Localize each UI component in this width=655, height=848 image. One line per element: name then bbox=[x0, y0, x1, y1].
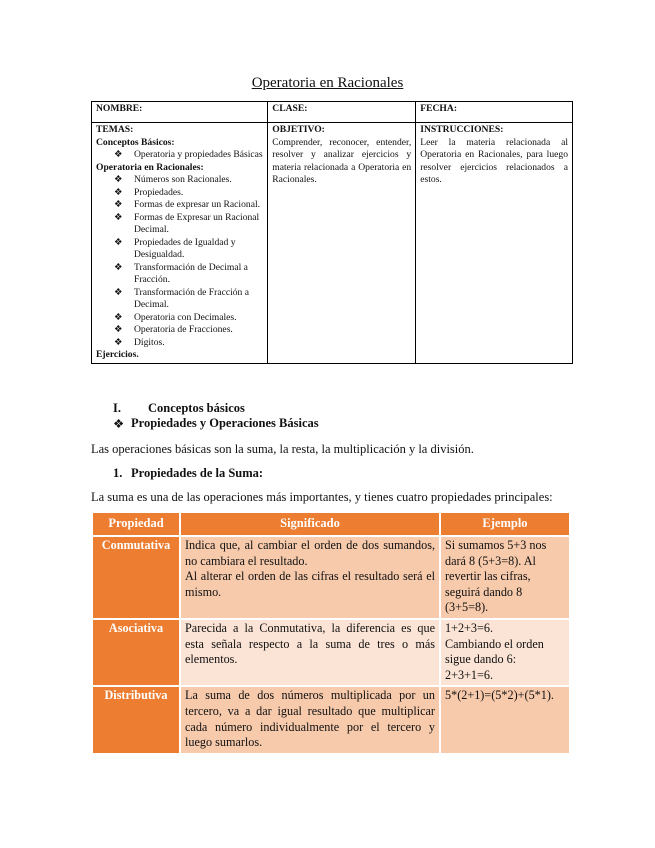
diamond-bullet-icon: ❖ bbox=[114, 211, 123, 223]
intro-paragraph: Las operaciones básicas son la suma, la resta, la multiplicación y la división. bbox=[91, 442, 474, 456]
property-example: 5*(2+1)=(5*2)+(5*1). bbox=[441, 687, 569, 752]
suma-heading: Propiedades de la Suma: bbox=[131, 466, 264, 480]
diamond-bullet-icon: ❖ bbox=[114, 324, 123, 335]
diamond-bullet-icon: ❖ bbox=[114, 311, 123, 323]
instrucciones-heading: INSTRUCCIONES: bbox=[420, 124, 504, 135]
diamond-bullet-icon: ❖ bbox=[114, 286, 123, 298]
temas-heading: TEMAS: bbox=[96, 124, 134, 135]
table-row bbox=[93, 620, 569, 685]
header-significado: Significado bbox=[181, 513, 439, 535]
diamond-bullet-icon: ❖ bbox=[114, 236, 123, 248]
property-meaning: Parecida a la Conmutativa, la diferencia es que esta señala respecto a la suma de tres o más elementos. bbox=[181, 620, 439, 685]
fecha-cell: FECHA: bbox=[416, 102, 573, 123]
conceptos-basicos-heading: Conceptos Básicos: bbox=[96, 136, 175, 148]
diamond-bullet-icon: ❖ bbox=[113, 417, 125, 431]
info-table bbox=[91, 101, 573, 364]
list-item: ❖ Operatoria con Decimales. bbox=[114, 311, 237, 323]
property-name: Conmutativa bbox=[93, 537, 179, 618]
diamond-bullet-icon: ❖ bbox=[114, 174, 123, 185]
list-item: ❖ Formas de Expresar un Racional Decimal. bbox=[114, 211, 260, 235]
list-item: ❖ Dígitos. bbox=[114, 336, 165, 348]
property-meaning: La suma de dos números multiplicada por un tercero, va a dar igual resultado que multiplicar cada número individualmente por el tercero y luego sumarlos. bbox=[181, 687, 439, 752]
table-row bbox=[93, 687, 569, 752]
property-name: Asociativa bbox=[93, 620, 179, 685]
ejercicios-heading: Ejercicios. bbox=[96, 349, 139, 360]
property-example: Si sumamos 5+3 nos dará 8 (5+3=8). Al revertir las cifras, seguirá dando 8 (3+5=8). bbox=[441, 537, 569, 618]
list-item: ❖ Operatoria de Fracciones. bbox=[114, 324, 233, 335]
temas-cell bbox=[92, 123, 268, 364]
property-example: 1+2+3=6. Cambiando el orden sigue dando 6: 2+3+1=6. bbox=[441, 620, 569, 685]
list-item: ❖ Transformación de Fracción a Decimal. bbox=[114, 286, 250, 310]
suma-heading-number: 1. bbox=[113, 466, 123, 480]
list-item: ❖ Propiedades. bbox=[114, 186, 184, 198]
list-item: ❖ Formas de expresar un Racional. bbox=[114, 199, 261, 210]
nombre-cell: NOMBRE: bbox=[92, 102, 268, 123]
page-title: Operatoria en Racionales bbox=[251, 75, 404, 91]
instrucciones-cell bbox=[416, 123, 573, 364]
section-title: Conceptos básicos bbox=[148, 401, 245, 415]
diamond-bullet-icon: ❖ bbox=[114, 149, 123, 160]
objetivo-cell bbox=[268, 123, 416, 364]
properties-table bbox=[91, 511, 571, 755]
header-ejemplo: Ejemplo bbox=[441, 513, 569, 535]
operatoria-heading: Operatoria en Racionales: bbox=[96, 161, 204, 173]
suma-intro-paragraph: La suma es una de las operaciones más importantes, y tienes cuatro propiedades principales: bbox=[91, 490, 553, 504]
diamond-bullet-icon: ❖ bbox=[114, 336, 123, 348]
diamond-bullet-icon: ❖ bbox=[114, 186, 123, 198]
property-meaning: Indica que, al cambiar el orden de dos sumandos, no cambiara el resultado. Al alterar el orden de las cifras el resultado será el mismo. bbox=[181, 537, 439, 618]
subsection-title: Propiedades y Operaciones Básicas bbox=[131, 416, 319, 430]
property-name: Distributiva bbox=[93, 687, 179, 752]
header-propiedad: Propiedad bbox=[93, 513, 179, 535]
list-item: ❖ Propiedades de Igualdad y Desigualdad. bbox=[114, 236, 236, 260]
diamond-bullet-icon: ❖ bbox=[114, 261, 123, 273]
objetivo-text: Comprender, reconocer, entender, resolver y analizar ejercicios y materia relacionada a Operatoria en Racionales. bbox=[272, 136, 412, 185]
clase-cell: CLASE: bbox=[268, 102, 416, 123]
list-item: ❖ Operatoria y propiedades Básicas bbox=[114, 149, 263, 160]
instrucciones-text: Leer la materia relacionada al Operatoria en Racionales, para luego resolver ejercicios relacionados a estos. bbox=[420, 136, 568, 185]
objetivo-heading: OBJETIVO: bbox=[272, 124, 325, 135]
table-row bbox=[93, 537, 569, 618]
section-number: I. bbox=[113, 401, 121, 415]
list-item: ❖ Transformación de Decimal a Fracción. bbox=[114, 261, 248, 285]
diamond-bullet-icon: ❖ bbox=[114, 199, 123, 210]
list-item: ❖ Números son Racionales. bbox=[114, 174, 232, 185]
